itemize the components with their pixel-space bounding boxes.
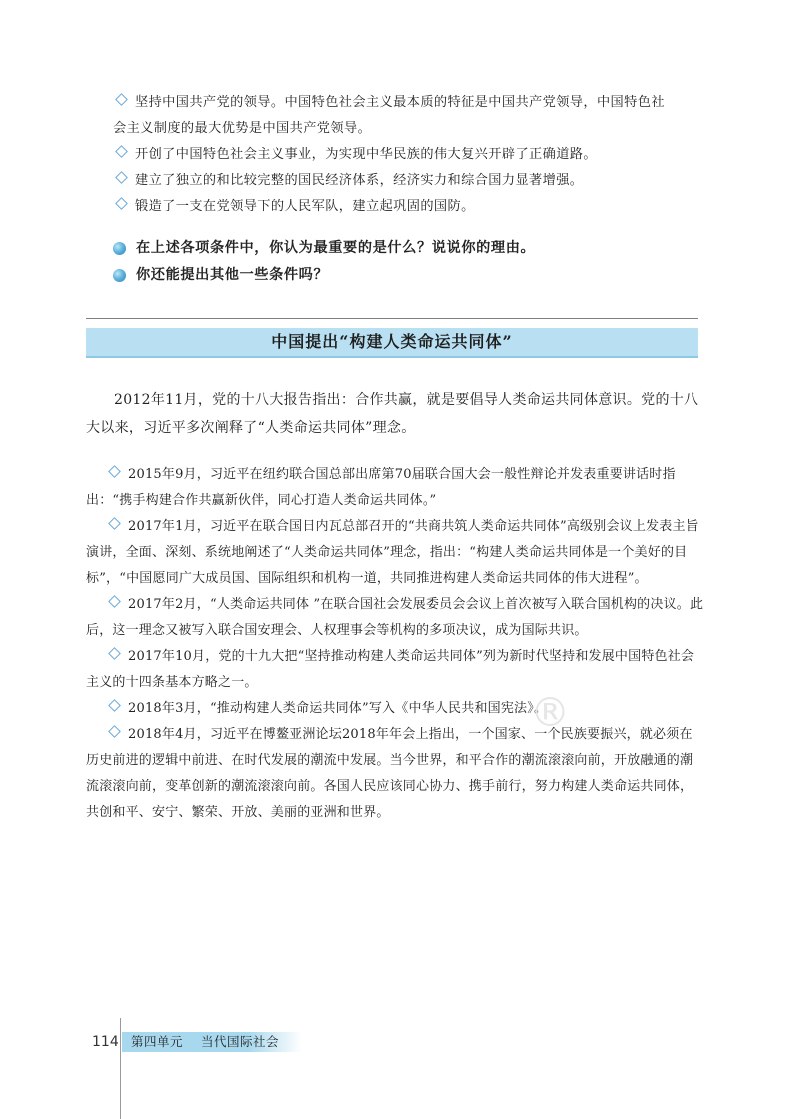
question-bullet-icon [113,269,126,282]
diamond-bullet-icon [108,595,121,608]
diamond-bullet-icon [108,465,121,478]
event-item [86,644,704,696]
event-item [86,514,704,592]
condition-item-continuation: 会主义制度的最大优势是中国共产党领导。 [113,121,372,136]
event-text: 2017年1月，习近平在联合国日内瓦总部召开的“共商共筑人类命运共同体”高级别会议上发表主旨演讲，全面、深刻、系统地阐述了“人类命运共同体”理念，指出：“构建人类命运共同体是一个美好的目标”，“中国愿同广大成员国、国际组织和机构一道，共同推进构建人类命运共同体的伟大进程”。 [86,519,699,586]
event-item [86,696,704,722]
question-text: 在上述各项条件中，你认为最重要的是什么？说说你的理由。 [136,240,536,256]
question-bullet-icon [113,242,126,255]
diamond-bullet-icon [115,93,128,106]
discussion-questions [113,235,703,289]
condition-text: 建立了独立的和比较完整的国民经济体系，经济实力和综合国力显著增强。 [135,173,584,188]
section-title: 中国提出“构建人类命运共同体” [86,328,698,358]
diamond-bullet-icon [115,197,128,210]
diamond-bullet-icon [108,699,121,712]
condition-text: 开创了中国特色社会主义事业，为实现中华民族的伟大复兴开辟了正确道路。 [135,147,597,162]
conditions-list [113,90,703,220]
diamond-bullet-icon [108,647,121,660]
condition-item [113,90,703,116]
event-text: 2015年9月，习近平在纽约联合国总部出席第70届联合国大会一般性辩论并发表重要讲话时指出：“携手构建合作共赢新伙伴，同心打造人类命运共同体。” [86,467,676,508]
condition-text: 锻造了一支在党领导下的人民军队，建立起巩固的国防。 [135,199,475,214]
intro-paragraph [86,386,704,442]
diamond-bullet-icon [115,171,128,184]
question-item [113,262,703,289]
diamond-bullet-icon [108,517,121,530]
footer-vertical-rule [120,1018,121,1119]
condition-text: 坚持中国共产党的领导。中国特色社会主义最本质的特征是中国共产党领导，中国特色社 [135,95,665,110]
question-text: 你还能提出其他一些条件吗？ [136,267,329,283]
condition-item [113,194,703,220]
event-text: 2018年3月，“推动构建人类命运共同体”写入《中华人民共和国宪法》。 [128,701,548,716]
event-text: 2017年10月，党的十九大把“坚持推动构建人类命运共同体”列为新时代坚持和发展中国特色社会主义的十四条基本方略之一。 [86,649,695,690]
page-number: 114 [92,1034,119,1050]
footer-unit-title: 当代国际社会 [201,1034,280,1049]
events-list [86,462,704,826]
condition-item [113,142,703,168]
condition-item [113,168,703,194]
intro-text: 2012年11月，党的十八大报告指出：合作共赢，就是要倡导人类命运共同体意识。党的十八大以来，习近平多次阐释了“人类命运共同体”理念。 [86,392,699,436]
event-item [86,722,704,826]
footer-unit: 第四单元 [131,1034,184,1049]
event-item [86,592,704,644]
section-divider [86,318,698,319]
event-text: 2017年2月，“人类命运共同体 ”在联合国社会发展委员会会议上首次被写入联合国机构的决议。此后，这一理念又被写入联合国安理会、人权理事会等机构的多项决议，成为国际共识。 [86,597,704,638]
event-text: 2018年4月，习近平在博鳌亚洲论坛2018年年会上指出，一个国家、一个民族要振兴，就必须在历史前进的逻辑中前进、在时代发展的潮流中发展。当今世界，和平合作的潮流滚滚向前，开放融通的潮流滚滚向前，变革创新的潮流滚滚向前。各国人民应该同心协力、携手前行，努力构建人类命运共同体，共创和平、安宁、繁荣、开放、美丽的亚洲和世界。 [86,727,694,820]
diamond-bullet-icon [108,725,121,738]
question-item [113,235,703,262]
event-item [86,462,704,514]
diamond-bullet-icon [115,145,128,158]
registered-watermark: ® [530,690,570,736]
running-footer [122,1032,302,1052]
